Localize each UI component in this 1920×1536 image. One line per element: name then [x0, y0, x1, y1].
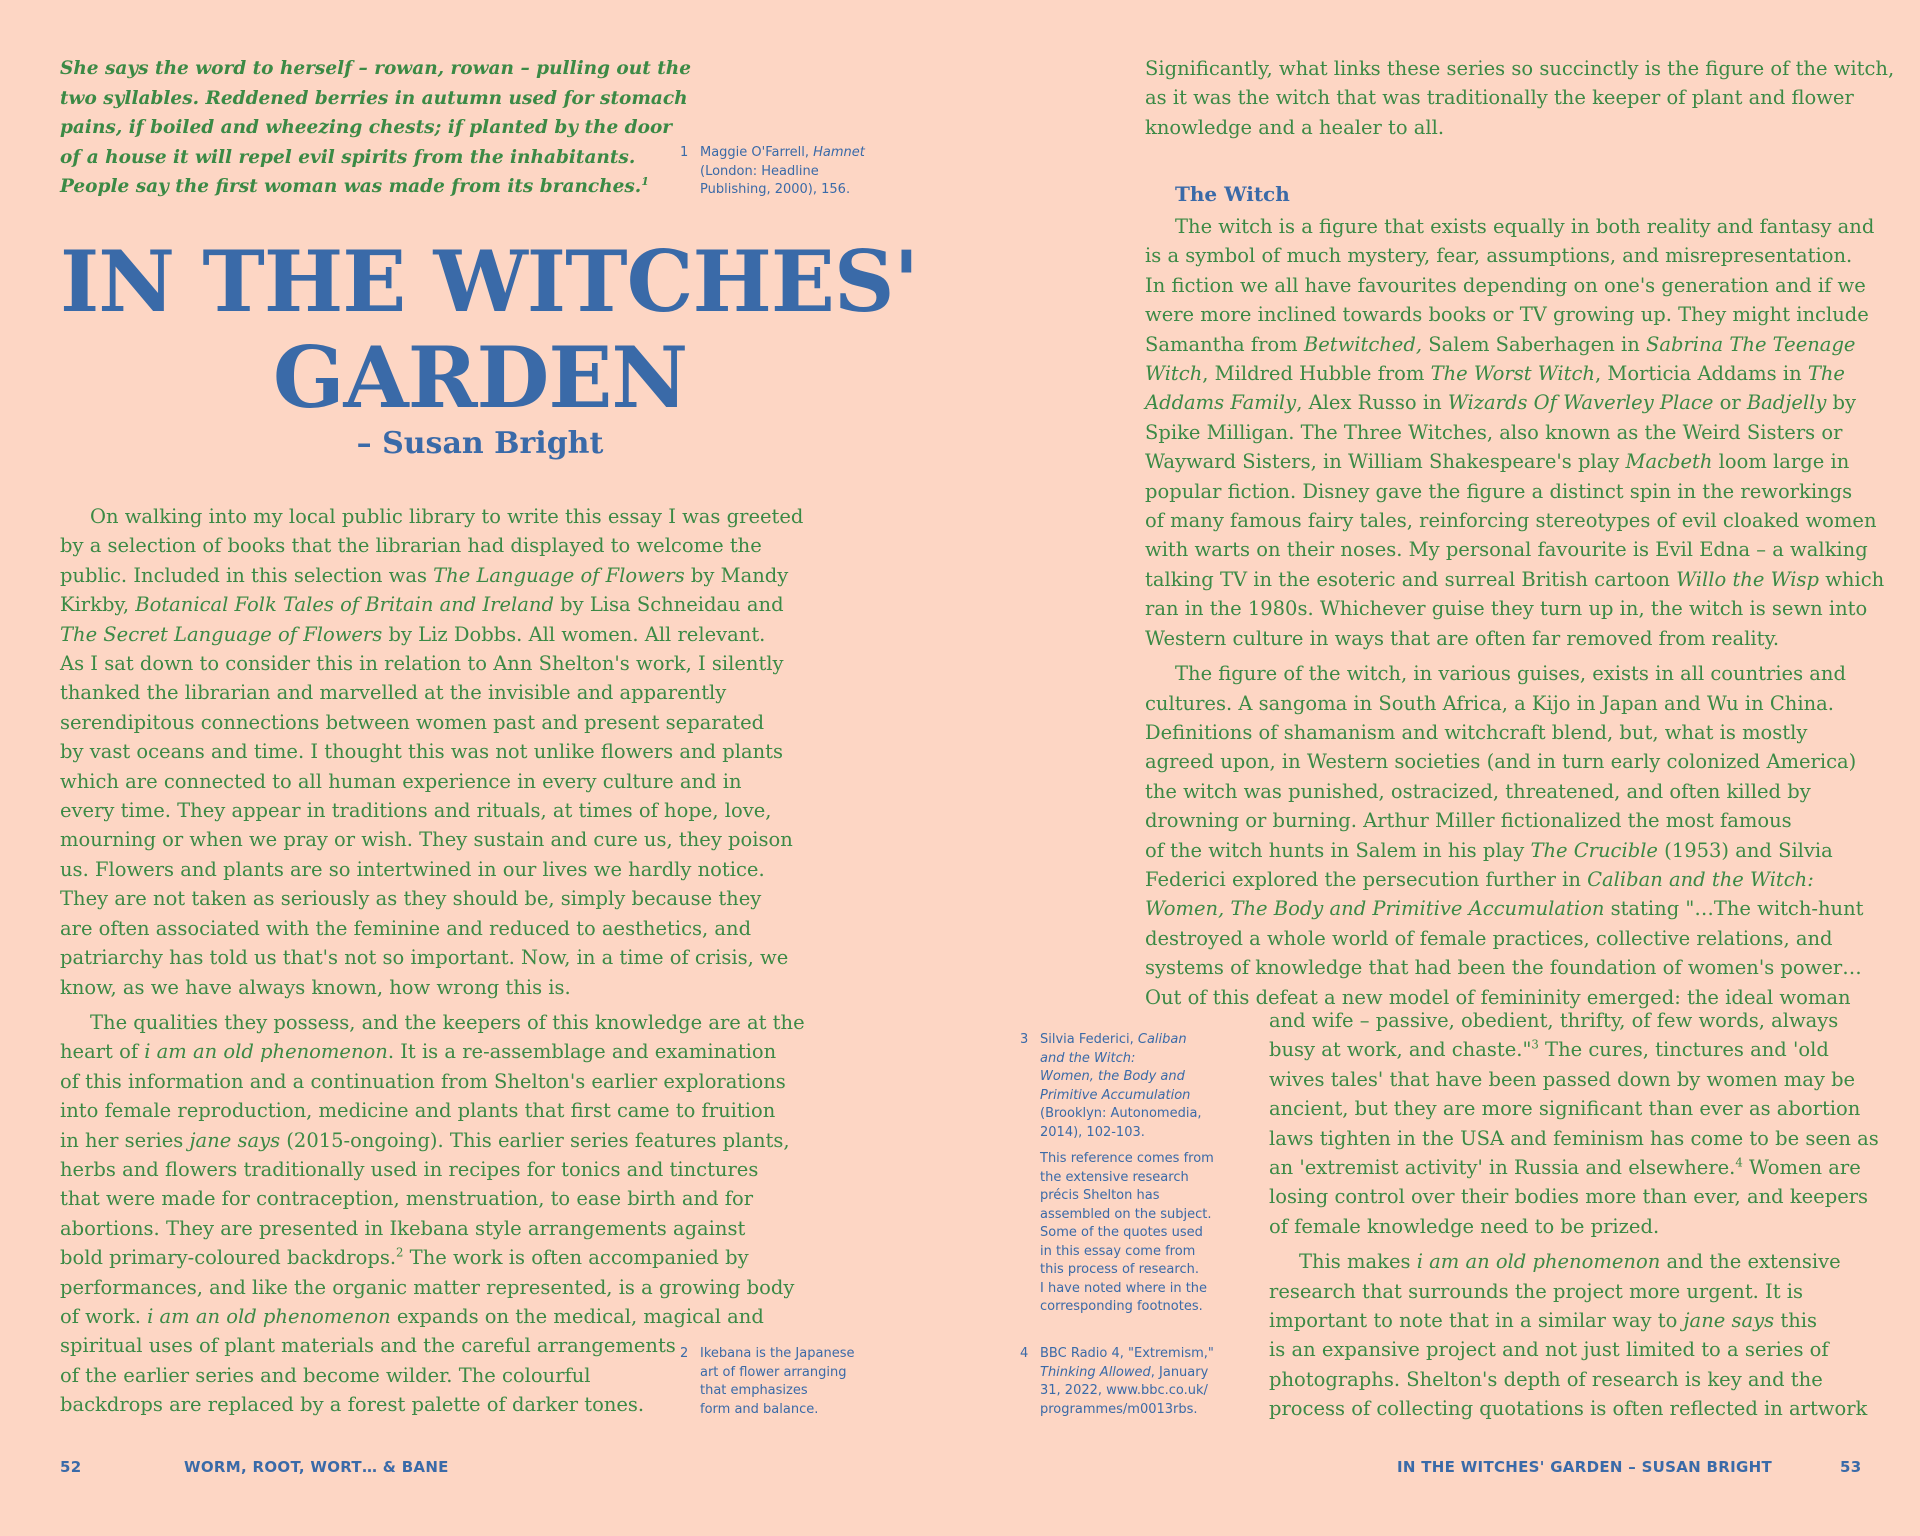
body-line: of female knowledge need to be prized.: [1269, 1214, 1660, 1238]
body-line: photographs. Shelton's depth of research is key and the: [1269, 1367, 1823, 1391]
footnote-book-title: Hamnet: [813, 145, 865, 160]
body-line: In fiction we all have favourites depending on one's generation and if we: [1145, 273, 1866, 297]
body-line: ran in the 1980s. Whichever guise they turn up in, the witch is sewn into: [1145, 597, 1868, 621]
footnote-text: Ikebana is the Japanese: [700, 1346, 855, 1361]
right-intro-text: [1145, 54, 1894, 142]
body-line: is an expansive project and not just limited to a series of: [1269, 1338, 1829, 1362]
body-line: in her series jane says (2015-ongoing). This earlier series features plants,: [60, 1128, 790, 1152]
body-line: every time. They appear in traditions and rituals, at times of hope, love,: [60, 799, 772, 823]
footnote-4: [1020, 1345, 1214, 1419]
body-line: bold primary-coloured backdrops.$^2$ The work is often accompanied by: [60, 1245, 749, 1270]
article-title-line-1: IN THE WITCHES': [60, 232, 919, 331]
body-line: drowning or burning. Arthur Miller fictionalized the most famous: [1145, 809, 1792, 833]
footnote-text: and the Witch:: [1040, 1050, 1136, 1066]
body-line: ancient, but they are more significant than ever as abortion: [1269, 1097, 1861, 1121]
body-line: Spike Milligan. The Three Witches, also known as the Weird Sisters or: [1145, 420, 1843, 444]
body-line: On walking into my local public library to write this essay I was greeted: [90, 505, 804, 528]
body-line: by a selection of books that the librarian had displayed to welcome the: [60, 534, 762, 558]
footnote-text: 2014), 102-103.: [1040, 1124, 1145, 1140]
body-line: Samantha from Betwitched, Salem Saberhagen in Sabrina The Teenage: [1145, 332, 1856, 356]
body-line: an 'extremist activity' in Russia and elsewhere.$^4$ Women are: [1269, 1155, 1861, 1180]
footnote-text: Thinking Allowed, January: [1040, 1364, 1209, 1380]
body-line: destroyed a whole world of female practices, collective relations, and: [1145, 926, 1833, 950]
page-number-left: 52: [60, 1458, 82, 1476]
footnote-2: [680, 1345, 855, 1419]
body-line: Definitions of shamanism and witchcraft blend, but, what is mostly: [1145, 720, 1808, 744]
footnote-text: Publishing, 2000), 156.: [700, 182, 851, 197]
body-line: that were made for contraception, menstruation, to ease birth and for: [60, 1187, 754, 1211]
body-line: heart of i am an old phenomenon. It is a re-assemblage and examination: [60, 1040, 777, 1064]
body-line: patriarchy has told us that's not so important. Now, in a time of crisis, we: [60, 946, 789, 970]
running-header-right: IN THE WITCHES' GARDEN – SUSAN BRIGHT: [1397, 1458, 1772, 1476]
body-line: performances, and like the organic matter represented, is a growing body: [60, 1275, 795, 1299]
footnote-ref-4[interactable]: 4: [1735, 1155, 1743, 1170]
body-line: as it was the witch that was traditionally the keeper of plant and flower: [1145, 86, 1854, 110]
body-line: important to note that in a similar way to jane says this: [1269, 1309, 1817, 1333]
body-line: Out of this defeat a new model of femininity emerged: the ideal woman: [1145, 985, 1851, 1009]
epigraph-line-text: People say the first woman was made from its branches.: [60, 176, 642, 197]
footnote-text: 31, 2022, www.bbc.co.uk/: [1040, 1383, 1208, 1398]
body-line: wives tales' that have been passed down by women may be: [1269, 1067, 1856, 1091]
body-line: Witch, Mildred Hubble from The Worst Witch, Morticia Addams in The: [1145, 362, 1845, 386]
right-body-text-narrow: [1269, 1006, 1879, 1424]
footnote-text: form and balance.: [700, 1401, 819, 1417]
body-line: of the earlier series and become wilder. The colourful: [60, 1363, 591, 1387]
body-line: As I sat down to consider this in relation to Ann Shelton's work, I silently: [60, 652, 784, 676]
body-line: talking TV in the esoteric and surreal British cartoon Willo the Wisp which: [1145, 567, 1885, 591]
epigraph-line: pains, if boiled and wheezing chests; if planted by the door: [60, 117, 673, 138]
footnote-3-note: This reference comes from the extensive research précis Shelton has assembled on the subject. Some of the quotes used in this essay come from this process of research. I have noted where in the corresponding footnotes.: [1040, 1151, 1214, 1314]
epigraph-line: She says the word to herself – rowan, rowan – pulling out the: [60, 58, 691, 79]
footnote-number: 1: [680, 145, 689, 160]
body-line: mourning or when we pray or wish. They sustain and cure us, they poison: [60, 828, 793, 852]
body-line: The Secret Language of Flowers by Liz Dobbs. All women. All relevant.: [60, 622, 766, 646]
footnote-text: BBC Radio 4, "Extremism,": [1040, 1346, 1214, 1361]
body-line: know, as we have always known, how wrong this is.: [60, 975, 571, 999]
body-line: of many famous fairy tales, reinforcing stereotypes of evil cloaked women: [1145, 509, 1877, 533]
footnote-text: (London: Headline: [700, 163, 819, 179]
body-line: research that surrounds the project more urgent. It is: [1269, 1279, 1804, 1303]
footnote-text: art of flower arranging: [700, 1364, 847, 1380]
epigraph-line: [60, 172, 660, 202]
body-line: losing control over their bodies more than ever, and keepers: [1269, 1185, 1869, 1209]
footnote-ref-1[interactable]: 1: [641, 174, 649, 188]
body-line: into female reproduction, medicine and plants that first came to fruition: [60, 1099, 776, 1123]
section-heading: The Witch: [1175, 182, 1290, 206]
footnote-text: that emphasizes: [700, 1383, 808, 1398]
article-title: [60, 232, 919, 427]
body-line: Federici explored the persecution further in Caliban and the Witch:: [1145, 867, 1814, 891]
epigraph-line: two syllables. Reddened berries in autumn used for stomach: [60, 87, 688, 109]
author-byline: – Susan Bright: [356, 426, 604, 461]
body-line: with warts on their noses. My personal favourite is Evil Edna – a walking: [1145, 538, 1868, 562]
body-line: herbs and flowers traditionally used in recipes for tonics and tinctures: [60, 1157, 759, 1181]
body-line: Addams Family, Alex Russo in Wizards Of Waverley Place or Badjelly by: [1145, 391, 1857, 415]
article-title-line-2: GARDEN: [272, 328, 688, 427]
footnote-text: (Brooklyn: Autonomedia,: [1040, 1106, 1202, 1121]
body-line: thanked the librarian and marvelled at the invisible and apparently: [60, 681, 727, 705]
footnote-ref-2[interactable]: 2: [396, 1245, 404, 1260]
page-number-right: 53: [1840, 1458, 1862, 1476]
body-line: of the witch hunts in Salem in his play The Crucible (1953) and Silvia: [1145, 838, 1833, 862]
body-line: They are not taken as seriously as they should be, simply because they: [60, 887, 762, 911]
epigraph: [60, 54, 691, 202]
body-line: is a symbol of much mystery, fear, assumptions, and misrepresentation.: [1145, 244, 1853, 268]
right-body-text: [1145, 212, 1884, 1012]
body-line: The qualities they possess, and the keepers of this knowledge are at the: [90, 1010, 805, 1034]
body-line: abortions. They are presented in Ikebana style arrangements against: [60, 1216, 746, 1240]
body-line: are often associated with the feminine and reduced to aesthetics, and: [60, 916, 752, 940]
body-line: Significantly, what links these series so succinctly is the figure of the witch,: [1145, 57, 1895, 80]
body-line: The figure of the witch, in various guises, exists in all countries and: [1175, 662, 1846, 686]
body-line: Women, The Body and Primitive Accumulation stating "…The witch-hunt: [1145, 897, 1864, 921]
body-line: Wayward Sisters, in William Shakespeare's play Macbeth loom large in: [1145, 450, 1850, 474]
body-line: us. Flowers and plants are so intertwined in our lives we hardly notice.: [60, 857, 765, 881]
running-header-left: WORM, ROOT, WORT… & BANE: [184, 1458, 449, 1476]
body-line: busy at work, and chaste."$^3$ The cures, tinctures and 'old: [1269, 1037, 1829, 1062]
body-line: laws tighten in the USA and feminism has come to be seen as: [1269, 1126, 1879, 1150]
left-body-text: [60, 502, 805, 1420]
body-line: by vast oceans and time. I thought this was not unlike flowers and plants: [60, 740, 783, 764]
body-line: backdrops are replaced by a forest palette of darker tones.: [60, 1393, 645, 1417]
footnote-number: 2: [680, 1346, 689, 1361]
body-line: which are connected to all human experience in every culture and in: [60, 769, 742, 793]
footnote-1: [680, 144, 865, 200]
footnote-3: 3 Silvia Federici, Caliban and the Witch: Women, the Body and Primitive Accumulation (Brooklyn: Autonomedia, 2014), 102-103. This reference comes from the extensive research précis Shelton has assembled on the subject. Some of the quotes used in this essay come from this process of research. I have noted where in the corresponding footnotes.: [1040, 1031, 1214, 1317]
footnote-ref-3[interactable]: 3: [1531, 1037, 1539, 1052]
body-line: process of collecting quotations is often reflected in artwork: [1269, 1397, 1868, 1421]
body-line: of this information and a continuation from Shelton's earlier explorations: [60, 1069, 786, 1093]
footnote-text: Primitive Accumulation: [1040, 1087, 1191, 1103]
body-line: agreed upon, in Western societies (and in turn early colonized America): [1145, 750, 1857, 774]
body-line: systems of knowledge that had been the foundation of women's power…: [1145, 956, 1862, 980]
body-line: This makes i am an old phenomenon and the extensive: [1299, 1250, 1841, 1274]
body-line: spiritual uses of plant materials and the careful arrangements: [60, 1334, 676, 1358]
body-line: The witch is a figure that exists equally in both reality and fantasy and: [1175, 215, 1875, 238]
footnote-text: Women, the Body and: [1040, 1069, 1185, 1084]
body-line: were more inclined towards books or TV growing up. They might include: [1145, 303, 1869, 327]
footnote-number: 3: [1020, 1032, 1029, 1047]
body-line: cultures. A sangoma in South Africa, a Kijo in Japan and Wu in China.: [1145, 691, 1834, 715]
body-line: the witch was punished, ostracized, threatened, and often killed by: [1145, 779, 1811, 803]
body-line: popular fiction. Disney gave the figure a distinct spin in the reworkings: [1145, 479, 1853, 503]
body-line: Western culture in ways that are often far removed from reality.: [1145, 626, 1780, 650]
epigraph-line: of a house it will repel evil spirits from the inhabitants.: [60, 146, 636, 168]
footnote-text: Maggie O'Farrell,: [700, 145, 814, 160]
body-line: Kirkby, Botanical Folk Tales of Britain and Ireland by Lisa Schneidau and: [60, 593, 784, 617]
body-line: knowledge and a healer to all.: [1145, 115, 1445, 139]
footnote-text: programmes/m0013rbs.: [1040, 1401, 1198, 1417]
body-line: of work. i am an old phenomenon expands on the medical, magical and: [60, 1304, 764, 1328]
body-line: public. Included in this selection was The Language of Flowers by Mandy: [60, 563, 789, 587]
body-line: serendipitous connections between women past and present separated: [60, 710, 765, 734]
body-line: and wife – passive, obedient, thrifty, of few words, always: [1269, 1009, 1839, 1032]
footnote-number: 4: [1020, 1346, 1029, 1361]
